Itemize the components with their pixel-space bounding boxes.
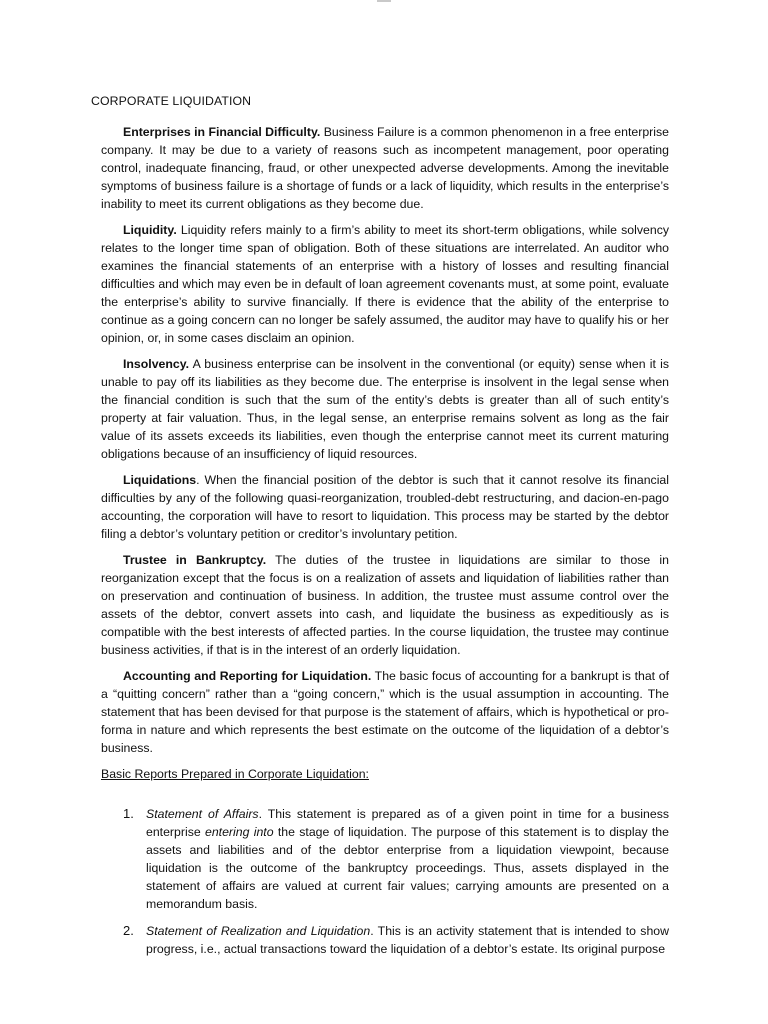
paragraph-heading: Liquidity. — [123, 223, 177, 237]
list-item-text: . This statement is prepared as of a given point in time for a business enterprise — [146, 807, 669, 839]
list-item-italic-phrase: entering into — [204, 825, 274, 839]
paragraph-text: The basic focus of accounting for a bankrupt is that of a “quitting concern” rather than a “going concern,” which is the usual assumption in accounting. The statement that has been devised for that purpose is the statement of affairs, which is hypothetical or pro-forma in nature and which represents the best estimate on the outcome of the liquidation of a debtor’s business. — [101, 669, 669, 755]
paragraph-liquidations — [101, 471, 669, 543]
list-item — [101, 805, 669, 913]
paragraph-heading: Enterprises in Financial Difficulty. — [123, 125, 321, 139]
paragraph-insolvency — [101, 355, 669, 463]
paragraph-text: Business Failure is a common phenomenon in a free enterprise company. It may be due to a variety of reasons such as incompetent management, poor operating control, inadequate financing, fraud, or other unexpected adverse developments. Among the inevitable symptoms of business failure is a shortage of funds or a lack of liquidity, which results in the enterprise’s inability to meet its current obligations as they become due. — [101, 125, 669, 211]
document-body — [91, 92, 669, 967]
list-item-title: Statement of Affairs — [146, 807, 259, 821]
paragraph-text: . When the financial position of the debtor is such that it cannot resolve its financial difficulties by any of the following quasi-reorganization, troubled-debt restructuring, and dacion-en-pago accounting, the corporation will have to resort to liquidation. This process may be started by the debtor filing a debtor’s voluntary petition or creditor’s involuntary petition. — [101, 473, 669, 541]
paragraph-heading: Insolvency. — [123, 357, 190, 371]
section-subheading: Basic Reports Prepared in Corporate Liquidation: — [101, 767, 369, 781]
paragraph-heading: Accounting and Reporting for Liquidation. — [123, 669, 372, 683]
list-item-text: . This is an activity statement that is intended to show progress, i.e., actual transactions toward the liquidation of a debtor’s estate. Its original purpose — [146, 924, 669, 956]
paragraph-trustee-in-bankruptcy — [101, 551, 669, 659]
document-title: CORPORATE LIQUIDATION — [91, 94, 252, 108]
paragraph-text: The duties of the trustee in liquidations are similar to those in reorganization except that the focus is on a realization of assets and liquidation of liabilities rather than on preservation and continuation of business. In addition, the trustee must assume control over the assets of the debtor, convert assets into cash, and liquidate the business as expeditiously as is compatible with the best interests of affected parties. In the course liquidation, the trustee may continue business activities, if that is in the interest of an orderly liquidation. — [101, 553, 669, 657]
paragraph-liquidity — [101, 221, 669, 347]
list-item-number: 1. — [123, 806, 134, 821]
list-item — [101, 922, 669, 958]
paragraph-accounting-reporting — [101, 667, 669, 757]
list-item-number: 2. — [123, 923, 134, 938]
paragraph-financial-difficulty — [101, 123, 669, 213]
paragraph-text: Liquidity refers mainly to a firm’s ability to meet its short-term obligations, while solvency relates to the longer time span of obligation. Both of these situations are interrelated. An auditor who examines the financial statements of an enterprise with a history of losses and resulting financial difficulties and which may even be in default of loan agreement covenants must, at some point, evaluate the enterprise’s ability to survive financially. If there is evidence that the ability of the enterprise to continue as a going concern can no longer be safely assumed, the auditor may have to qualify his or her opinion, or, in some cases disclaim an opinion. — [101, 223, 669, 345]
paragraph-text: A business enterprise can be insolvent in the conventional (or equity) sense when it is unable to pay off its liabilities as they become due. The enterprise is insolvent in the legal sense when the financial condition is such that the sum of the entity’s debts is greater than all of such entity’s property at fair valuation. Thus, in the legal sense, an enterprise remains solvent as long as the fair value of its assets exceeds its liabilities, even though the enterprise cannot meet its current maturing obligations because of an insufficiency of liquid resources. — [101, 357, 669, 461]
list-item-title: Statement of Realization and Liquidation — [146, 924, 371, 938]
paragraph-heading: Liquidations — [123, 473, 197, 487]
page-top-mark — [377, 0, 391, 2]
paragraph-heading: Trustee in Bankruptcy. — [123, 553, 267, 567]
reports-list — [101, 805, 669, 958]
list-item-text: the stage of liquidation. The purpose of this statement is to display the assets and liabilities and of the debtor enterprise from a liquidation viewpoint, because liquidation is the outcome of the bankruptcy proceedings. Thus, assets displayed in the statement of affairs are valued at current fair values; carrying amounts are presented on a memorandum basis. — [146, 825, 669, 911]
